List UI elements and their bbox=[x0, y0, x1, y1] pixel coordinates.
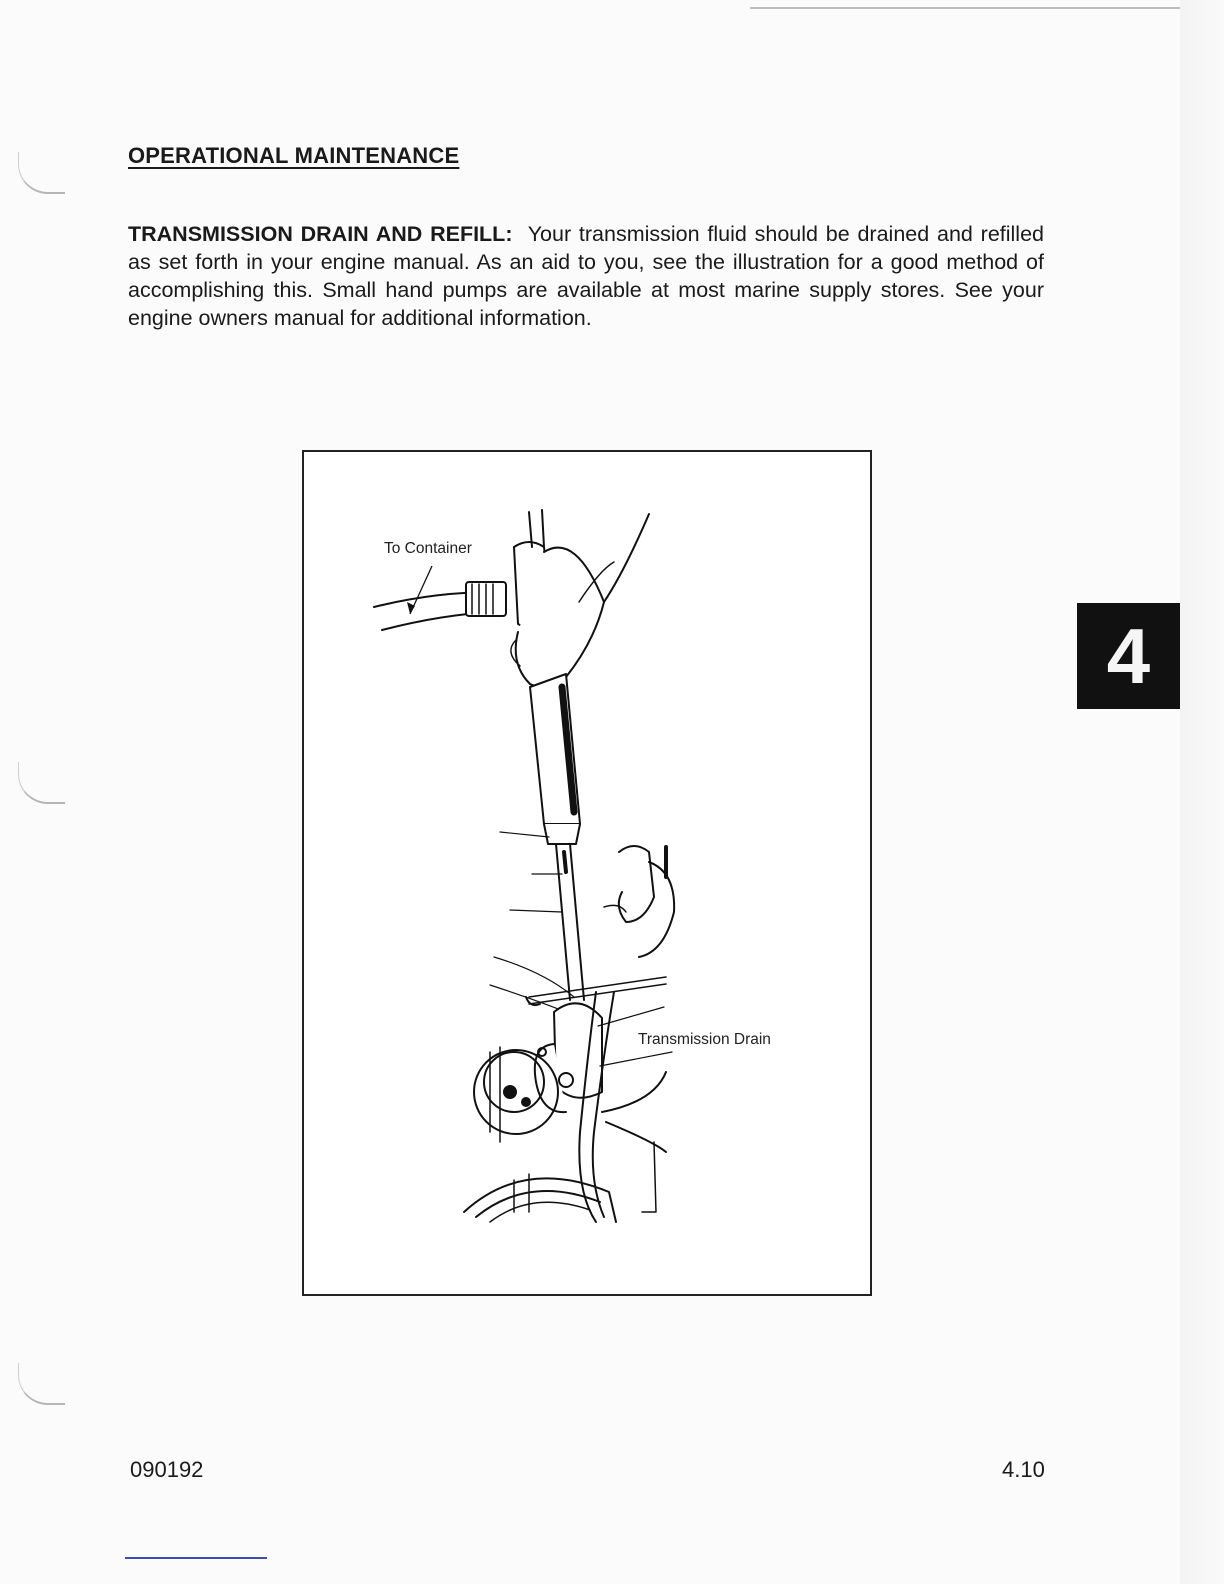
callout-to-container: To Container bbox=[384, 540, 472, 557]
callout-transmission-drain: Transmission Drain bbox=[638, 1031, 771, 1048]
pump-illustration bbox=[304, 452, 870, 1294]
bottom-edge-rule bbox=[125, 1557, 267, 1559]
section-heading: OPERATIONAL MAINTENANCE bbox=[128, 143, 460, 168]
maintenance-paragraph bbox=[128, 220, 1044, 332]
binder-hole-mark bbox=[18, 152, 65, 194]
binder-hole-mark bbox=[18, 762, 65, 804]
paragraph-lead: TRANSMISSION DRAIN AND REFILL: bbox=[128, 222, 513, 246]
page-right-margin bbox=[1180, 0, 1224, 1584]
binder-hole-mark bbox=[18, 1363, 65, 1405]
top-edge-rule bbox=[750, 7, 1180, 9]
paragraph-body: Your transmission fluid should be drained and refilled as set forth in your engine manual. As an aid to you, see the illustration for a good method of accomplishing this. Small hand pumps are available at most marine supply stores. See your engine owners manual for additional information. bbox=[128, 222, 1044, 330]
document-code: 090192 bbox=[130, 1457, 204, 1482]
page-number: 4.10 bbox=[1002, 1457, 1045, 1482]
illustration-frame bbox=[302, 450, 872, 1296]
chapter-tab: 4 bbox=[1077, 603, 1180, 709]
